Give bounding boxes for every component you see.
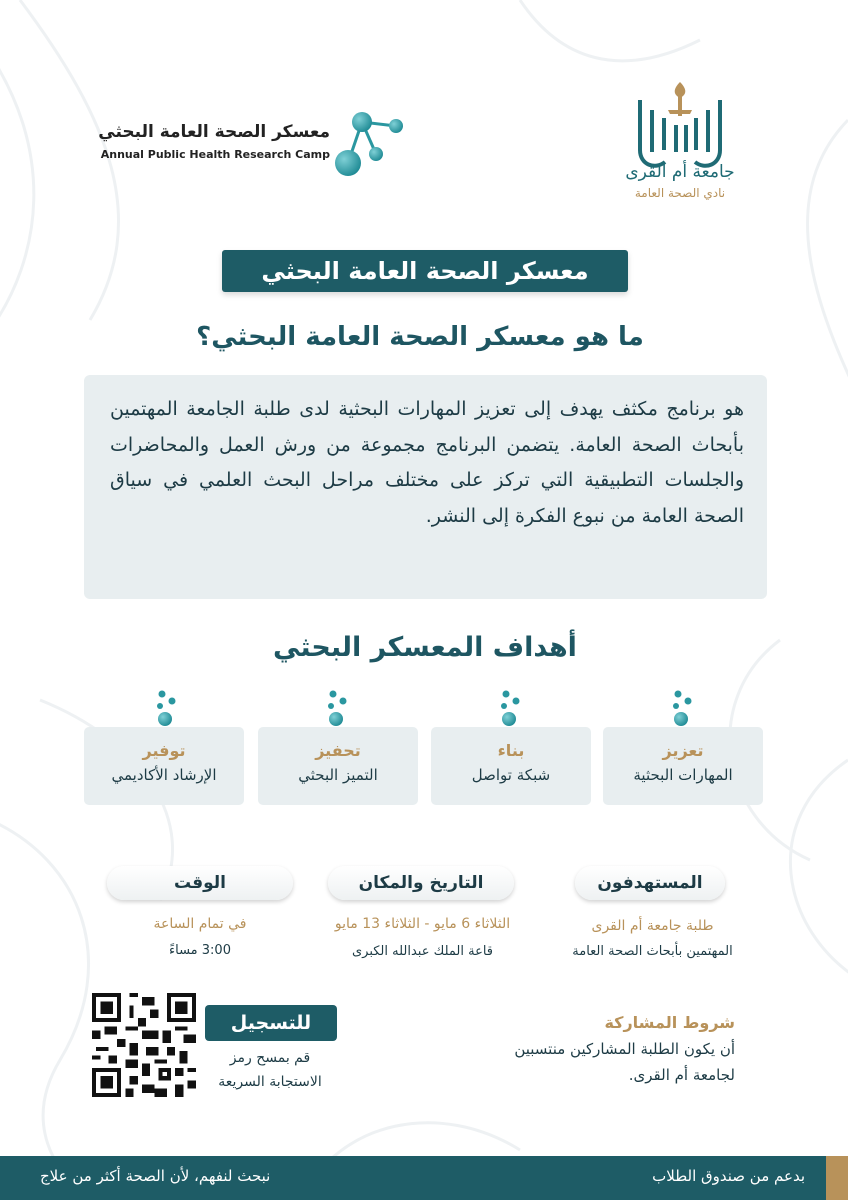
molecule-icon (323, 688, 353, 728)
conditions-line1: أن يكون الطلبة المشاركين منتسبين (514, 1040, 735, 1058)
camp-name-english: Annual Public Health Research Camp (100, 148, 330, 161)
section-question: ما هو معسكر الصحة العامة البحثي؟ (196, 322, 644, 352)
register-instruction-line2: الاستجابة السريعة (218, 1074, 322, 1090)
molecule-icon (152, 688, 182, 728)
molecule-icon (496, 688, 526, 728)
date-line: الثلاثاء 6 مايو - الثلاثاء 13 مايو (334, 916, 511, 932)
target-audience-line1: طلبة جامعة أم القرى (591, 918, 714, 934)
location-line: قاعة الملك عبدالله الكبرى (351, 944, 494, 959)
goal-card (603, 727, 763, 805)
university-name: جامعة أم القرى (625, 162, 735, 182)
register-button[interactable]: للتسجيل (205, 1005, 337, 1041)
conditions-line2: لجامعة أم القرى. (628, 1066, 735, 1084)
time-line2: 3:00 مساءً (169, 943, 231, 958)
main-title-banner: معسكر الصحة العامة البحثي (222, 250, 628, 292)
date-location-label: التاريخ والمكان (328, 866, 514, 900)
register-instruction-line1: قم بمسح رمز (229, 1050, 311, 1066)
goals-heading: أهداف المعسكر البحثي (273, 632, 577, 663)
goal-title: تعزيز (662, 741, 704, 760)
time-line1: في تمام الساعة (153, 916, 247, 932)
camp-name-arabic: معسكر الصحة العامة البحثي (98, 122, 330, 142)
conditions-title: شروط المشاركة (604, 1013, 735, 1032)
goal-card (84, 727, 244, 805)
goal-text: الإرشاد الأكاديمي (111, 766, 217, 784)
molecule-icon (330, 108, 410, 183)
intro-paragraph: هو برنامج مكثف يهدف إلى تعزيز المهارات البحثية لدى طلبة الجامعة المهتمين بأبحاث الصحة العامة. يتضمن البرنامج مجموعة من ورش العمل والمحاضرات والجلسات التطبيقية التي تركز على مختلف مراحل البحث العلمي في سياق الصحة العامة من نبوع الفكرة إلى النشر. (110, 398, 744, 527)
footer-accent (826, 1156, 848, 1200)
qr-code-icon[interactable] (92, 993, 196, 1097)
goal-card (258, 727, 418, 805)
time-label: الوقت (107, 866, 293, 900)
goal-text: شبكة تواصل (471, 766, 551, 784)
goal-title: تحفيز (315, 741, 361, 760)
footer-sponsor: بدعم من صندوق الطلاب (652, 1167, 805, 1185)
goal-title: بناء (497, 741, 525, 760)
goal-text: المهارات البحثية (633, 766, 733, 784)
footer-slogan: نبحث لنفهم، لأن الصحة أكثر من علاج (40, 1167, 271, 1185)
goal-text: التميز البحثي (298, 766, 378, 784)
target-audience-label: المستهدفون (575, 866, 725, 900)
target-audience-line2: المهتمين بأبحاث الصحة العامة (572, 944, 733, 959)
club-name: نادي الصحة العامة (634, 186, 726, 200)
goal-card (431, 727, 591, 805)
molecule-icon (668, 688, 698, 728)
goal-title: توفير (142, 741, 186, 760)
